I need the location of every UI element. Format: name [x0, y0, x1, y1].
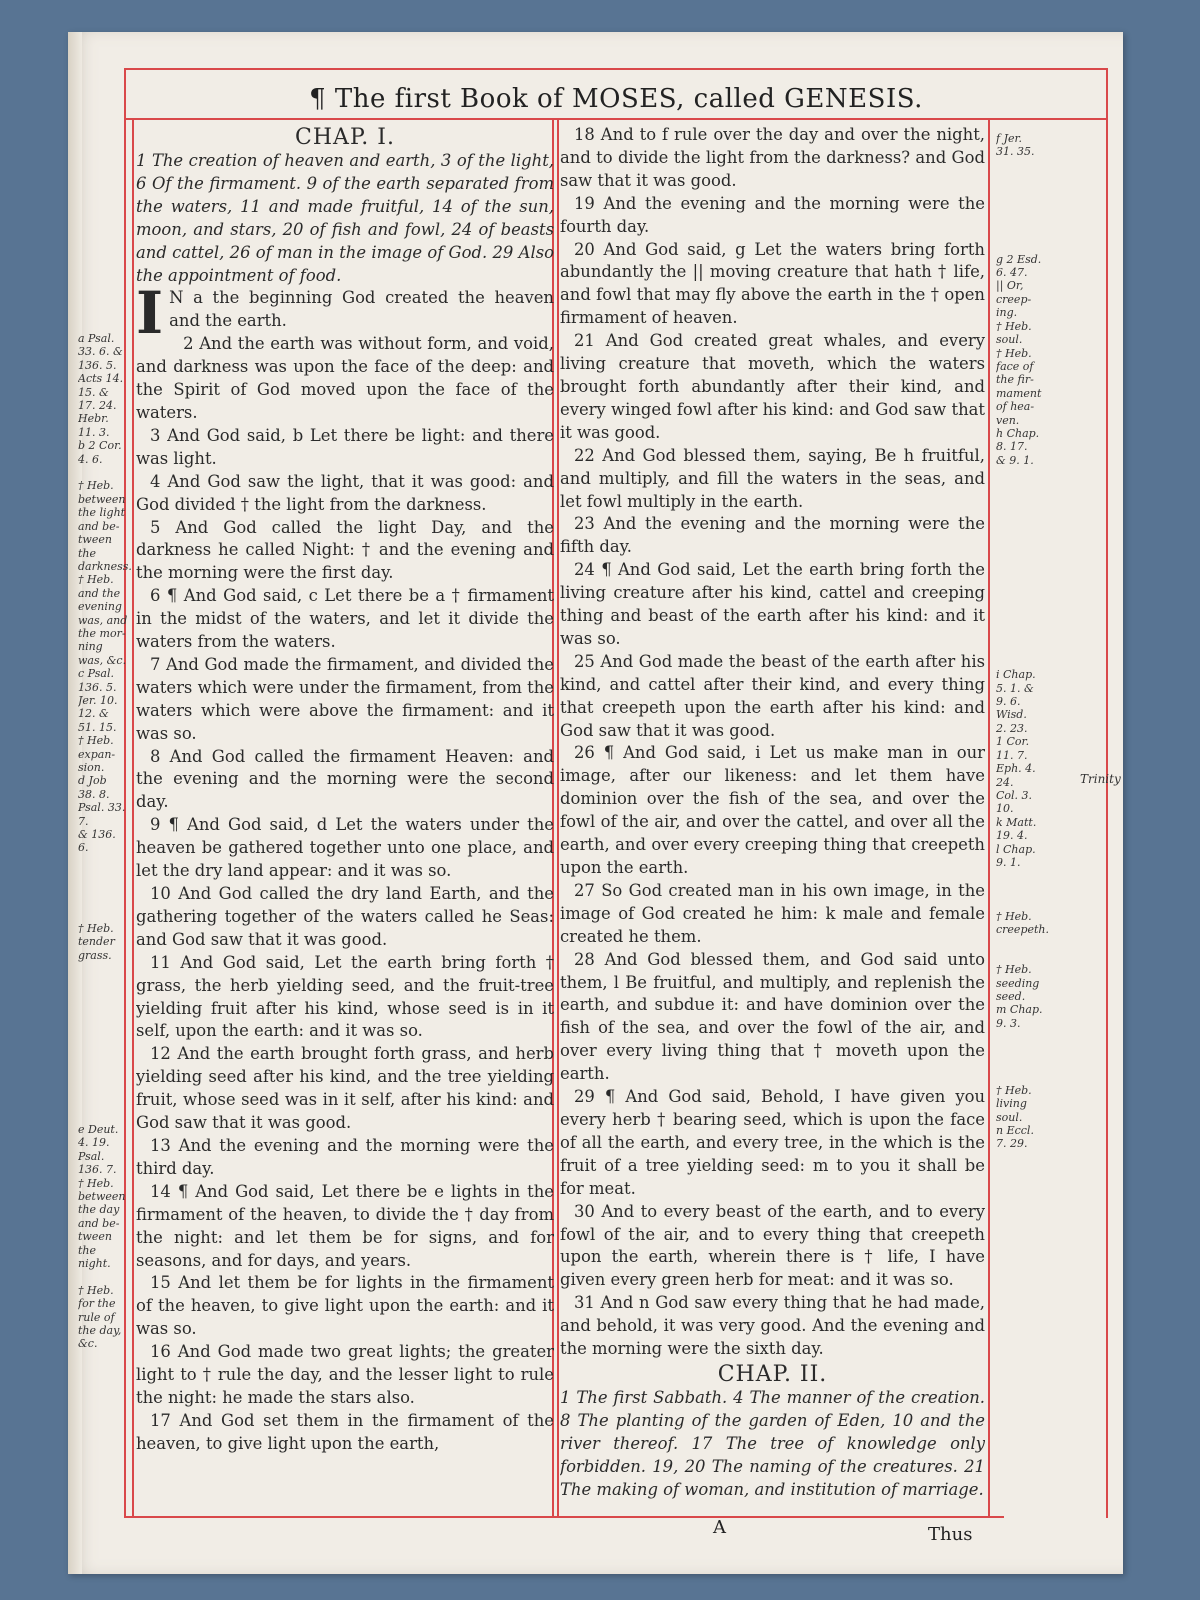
verse: 20 And God said, g Let the waters bring forth abundantly the || moving creature that hath † life, and fowl that may fly above the earth in the † open firmament of heaven. [560, 239, 985, 328]
left-column [136, 124, 554, 1536]
verse: 19 And the evening and the morning were the fourth day. [560, 193, 985, 236]
right-outer-rule [1106, 68, 1108, 1518]
verse: 3 And God said, b Let there be light: and there was light. [136, 425, 554, 468]
verse: 21 And God created great whales, and every living creature that moveth, which the waters brought forth abundantly after their kind, and every winged fowl after his kind: and God saw that it was good. [560, 331, 985, 442]
chapter-heading-2: CHAP. II. [717, 1361, 828, 1387]
top-rule-outer [124, 68, 1108, 70]
verse: 31 And n God saw every thing that he had made, and behold, it was very good. And the evening and the morning were the sixth day. [560, 1293, 985, 1359]
verse: 8 And God called the firmament Heaven: and the evening and the morning were the second day. [136, 746, 554, 812]
verse: 23 And the evening and the morning were the fifth day. [560, 514, 985, 557]
signature-mark: A [713, 1517, 726, 1538]
verse-1-text: N a the beginning God created the heaven and the earth. [169, 288, 554, 331]
verse: 5 And God called the light Day, and the darkness he called Night: † and the evening and the morning were the first day. [136, 517, 554, 583]
verse: 18 And to f rule over the day and over the night, and to divide the light from the darkness? and God saw that it was good. [560, 125, 985, 190]
verse: 25 And God made the beast of the earth after his kind, and cattel after their kind, and every thing that creepeth upon the earth after his kind: and God saw that it was good. [560, 651, 985, 740]
top-rule-inner [124, 118, 1108, 120]
right-margin-notes: f Jer. 31. 35. g 2 Esd. 6. 47. || Or, creep- ing. † Heb. soul. † Heb. face of the fir- mament of hea- ven. h Chap. 8. 17. & 9. 1. i Chap. 5. 1. & 9. 6. Wisd. 2. 23. 1 Cor. 11. 7. Eph. 4. 24. Col. 3. 10. k Matt. 19. 4. l Chap. 9. 1. † Heb. creepeth. † Heb. seeding seed. m Chap. 9. 3. † Heb. living soul. n Eccl. 7. 29. [996, 132, 1049, 1151]
left-margin-notes: a Psal. 33. 6. & 136. 5. Acts 14. 15. & 17. 24. Hebr. 11. 3. b 2 Cor. 4. 6. † Heb. between the light and be- tween the darkness. † Heb. and the evening was, and the mor- ning was, &c. c Psal. 136. 5. Jer. 10. 12. & 51. 15. † Heb. expan- sion. d Job 38. 8. Psal. 33. 7. & 136. 6. † Heb. tender grass. e Deut. 4. 19. Psal. 136. 7. † Heb. between the day and be- tween the night. † Heb. for the rule of the day, &c. [78, 332, 132, 1351]
handwritten-annotation: Trinity [1080, 772, 1121, 786]
chapter-heading: CHAP. I. [295, 125, 395, 150]
verse: 13 And the evening and the morning were the third day. [136, 1135, 554, 1178]
chapter-summary: 1 The creation of heaven and earth, 3 of the light, 6 Of the firmament. 9 of the earth separated from the waters, 11 and made fruitful, 14 of the sun, moon, and stars, 20 of fish and fowl, 24 of beasts and cattel, 26 of man in the image of God. 29 Also the appointment of food. [136, 151, 554, 285]
right-inner-rule [988, 118, 990, 1518]
verse: 16 And God made two great lights; the greater light to † rule the day, and the lesser light to rule the night: he made the stars also. [136, 1342, 554, 1407]
verse: 2 And the earth was without form, and void, and darkness was upon the face of the deep: and the Spirit of God moved upon the face of the waters. [136, 334, 554, 422]
verse: 6 ¶ And God said, c Let there be a † firmament in the midst of the waters, and let it divide the waters from the waters. [136, 586, 554, 652]
verse: 22 And God blessed them, saying, Be h fruitful, and multiply, and fill the waters in the seas, and let fowl multiply in the earth. [560, 445, 985, 511]
verse: 28 And God blessed them, and God said unto them, l Be fruitful, and multiply, and replenish the earth, and subdue it: and have dominion over the fish of the sea, and over the fowl of the air, and over every living thing that † moveth upon the earth. [560, 949, 985, 1084]
verse: 26 ¶ And God said, i Let us make man in our image, after our likeness: and let them have dominion over the fish of the sea, and over the fowl of the air, and over the cattel, and over all the earth, and over every creeping thing that creepeth upon the earth. [560, 743, 985, 877]
verse: 15 And let them be for lights in the firmament of the heaven, to give light upon the earth: and it was so. [136, 1273, 554, 1339]
verse: 24 ¶ And God said, Let the earth bring forth the living creature after his kind, cattel and creeping thing and beast of the earth after his kind: and it was so. [560, 560, 985, 648]
verse: 27 So God created man in his own image, in the image of God created he him: k male and female created he them. [560, 880, 985, 946]
book-page [68, 32, 1123, 1574]
verse: 10 And God called the dry land Earth, and the gathering together of the waters called he Seas: and God saw that it was good. [136, 884, 554, 949]
center-rule-right [557, 118, 559, 1518]
verse: 14 ¶ And God said, Let there be e lights in the firmament of the heaven, to divide the † day from the night: and let them be for signs, and for seasons, and for days, and years. [136, 1181, 554, 1270]
verse: 11 And God said, Let the earth bring forth † grass, the herb yielding seed, and the fruit-tree yielding fruit after his kind, whose seed is in it self, upon the earth: and it was so. [136, 952, 554, 1041]
verse: 7 And God made the firmament, and divided the waters which were under the firmament, from the waters which were above the firmament: and it was so. [136, 654, 554, 743]
running-title: ¶ The first Book of MOSES, called GENESIS. [309, 84, 923, 114]
catchword: Thus [928, 1524, 973, 1545]
verse-1 [136, 279, 554, 348]
verse: 9 ¶ And God said, d Let the waters under the heaven be gathered together unto one place, and let the dry land appear: and it was so. [136, 815, 554, 881]
verse: 30 And to every beast of the earth, and to every fowl of the air, and to every thing that creepeth upon the earth, wherein there is † life, I have given every green herb for meat: and it was so. [560, 1201, 985, 1290]
right-column [560, 124, 985, 1536]
drop-cap: I [136, 279, 164, 348]
left-inner-rule [132, 118, 134, 1518]
chapter-summary-2: 1 The first Sabbath. 4 The manner of the creation. 8 The planting of the garden of Eden, 10 and the river thereof. 17 The tree of knowledge only forbidden. 19, 20 The naming of the creatures. 21 The making of woman, and institution of marriage. [560, 1387, 985, 1499]
verse: 4 And God saw the light, that it was good: and God divided † the light from the darkness. [136, 471, 554, 514]
verse: 17 And God set them in the firmament of the heaven, to give light upon the earth, [136, 1410, 554, 1453]
verse: 12 And the earth brought forth grass, and herb yielding seed after his kind, and the tree yielding fruit, whose seed was in it self, after his kind: and God saw that it was good. [136, 1044, 554, 1133]
verse: 29 ¶ And God said, Behold, I have given you every herb † bearing seed, which is upon the face of all the earth, and every tree, in the which is the fruit of a tree yielding seed: m to you it shall be for meat. [560, 1087, 985, 1198]
